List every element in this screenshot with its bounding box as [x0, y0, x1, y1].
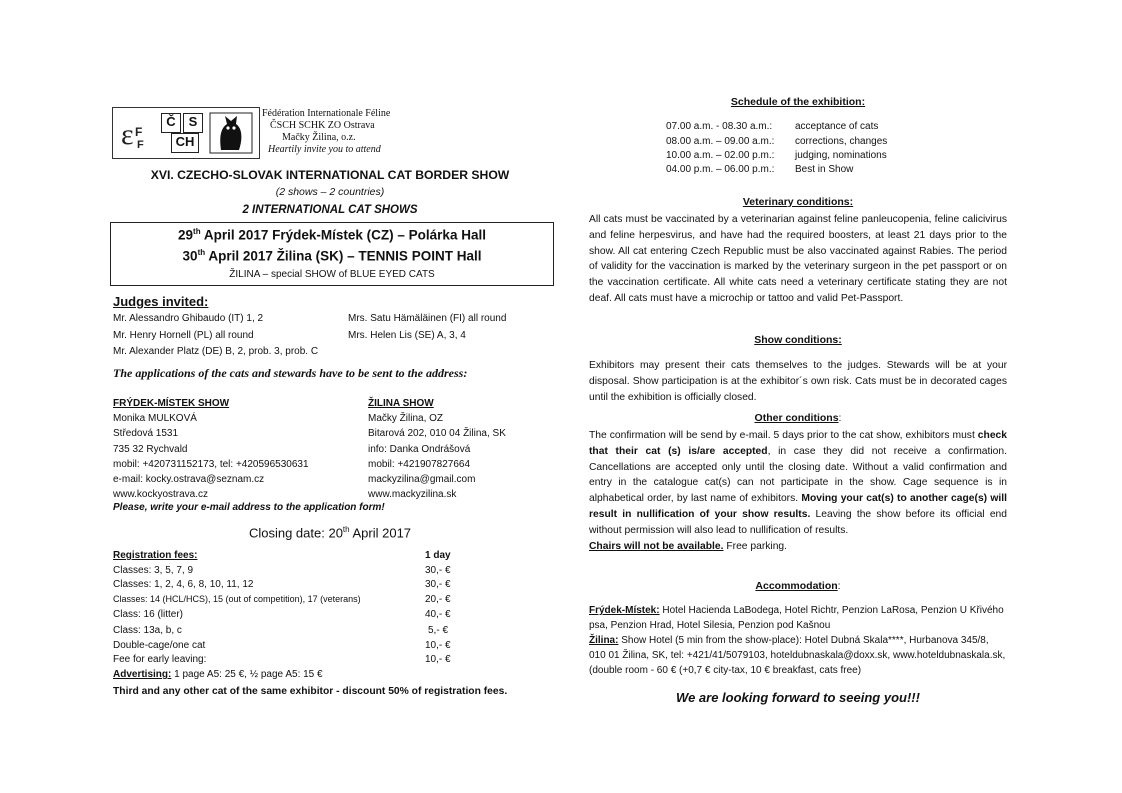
schedule-activity: judging, nominations	[795, 150, 887, 161]
other-text-1: The confirmation will be send by e-mail. 5 days prior to the cat show, exhibitors must	[589, 430, 978, 441]
advertising-line	[113, 669, 323, 680]
zilina-address	[368, 396, 506, 502]
accom-zilina-text: Show Hotel (5 min from the show-place): Hotel Dubná Skala****, Hurbanova 345/8, 010 01 Žilina, SK, tel: +421/41/5079103, hoteldubnaskala@doxx.sk, www.hoteldubnaskala.sk, (double room - 60 € (+0,7 € city-tax, 10 € breakfast, cats free)	[589, 635, 1006, 676]
judge-4: Mrs. Helen Lis (SE) A, 3, 4	[348, 330, 466, 341]
applications-note: The applications of the cats and stewards have to be sent to the address:	[113, 366, 468, 380]
schedule-activity: corrections, changes	[795, 136, 888, 147]
fee-value: 10,- €	[425, 640, 451, 651]
accom-text	[589, 603, 1007, 678]
zilina-line: mackyzilina@gmail.com	[368, 474, 476, 486]
fee-label: Class: 16 (litter)	[113, 609, 184, 620]
fees-heading: Registration fees:	[113, 550, 198, 561]
fee-label: Classes: 1, 2, 4, 6, 8, 10, 11, 12	[113, 579, 254, 590]
fee-label: Classes: 3, 5, 7, 9	[113, 565, 194, 576]
svg-text:ε: ε	[121, 118, 134, 150]
fee-value: 40,- €	[425, 609, 451, 620]
fee-label: Double-cage/one cat	[113, 640, 206, 651]
advertising-label: Advertising:	[113, 669, 172, 680]
fee-value: 30,- €	[425, 579, 451, 590]
special-show: ŽILINA – special SHOW of BLUE EYED CATS	[229, 269, 435, 280]
show-subtitle: (2 shows – 2 countries)	[275, 186, 385, 198]
other-bold-1: check that their cat (s) is/are accepted	[589, 430, 1007, 457]
other-text	[589, 428, 1007, 554]
org-lines	[262, 108, 390, 156]
logo-cell-ch: CH	[171, 133, 199, 153]
fee-value: 20,- €	[425, 594, 451, 605]
email-note: Please, write your e-mail address to the application form!	[113, 502, 385, 513]
accom-frydek-label: Frýdek-Místek:	[589, 605, 660, 616]
schedule-time: 04.00 p.m. – 06.00 p.m.:	[666, 164, 775, 175]
frydek-line: e-mail: kocky.ostrava@seznam.cz	[113, 474, 265, 486]
other-heading-text: Other conditions	[754, 412, 839, 424]
accom-frydek-text: Hotel Hacienda LaBodega, Hotel Richtr, Penzion LaRosa, Penzion U Křivého psa, Penzion Hrad, Hotel Silesia, Penzion pod Kašnou	[589, 605, 1004, 631]
closing-date: Closing date: 20th April 2017	[248, 525, 412, 541]
other-text-3: Leaving the show before its official end without permission will also lead to nullification of results.	[589, 508, 1007, 536]
chairs-note: Chairs will not be available.	[589, 540, 724, 552]
frydek-line: Monika MULKOVÁ	[113, 413, 197, 425]
other-bold-2: Moving your cat(s) to another cage(s) will result in nullification of your show results.	[589, 493, 1007, 520]
date-zilina: 30th April 2017 Žilina (SK) – TENNIS POINT Hall	[182, 248, 482, 264]
dates-box	[110, 222, 554, 286]
judge-5: Mr. Alexander Platz (DE) B, 2, prob. 3, prob. C	[113, 346, 319, 357]
svg-text:F: F	[135, 125, 143, 139]
advertising-text: 1 page A5: 25 €, ½ page A5: 15 €	[171, 669, 323, 680]
cat-icon	[209, 112, 253, 154]
show-heading: Show conditions:	[754, 334, 842, 346]
schedule-time: 08.00 a.m. – 09.00 a.m.:	[666, 136, 775, 147]
svg-text:F: F	[137, 139, 144, 150]
fee-label: Classes: 14 (HCL/HCS), 15 (out of competition), 17 (veterans)	[113, 594, 361, 604]
frydek-line: mobil: +420731152173, tel: +420596530631	[113, 458, 309, 470]
zilina-line: mobil: +421907827664	[368, 458, 471, 470]
fee-value: 30,- €	[425, 565, 451, 576]
fee-value: 10,- €	[425, 654, 451, 665]
invite-text: Heartily invite you to attend	[268, 144, 381, 155]
zilina-heading: ŽILINA SHOW	[368, 398, 434, 409]
judge-3: Mr. Henry Hornell (PL) all round	[113, 330, 254, 341]
logo	[112, 107, 260, 159]
accom-heading: Accommodation:	[755, 580, 841, 592]
judges-heading: Judges invited:	[113, 294, 209, 309]
show-subtitle-2: 2 INTERNATIONAL CAT SHOWS	[242, 204, 418, 216]
frydek-address	[113, 396, 309, 502]
zilina-line: www.mackyzilina.sk	[368, 489, 457, 501]
schedule-time: 07.00 a.m. - 08.30 a.m.:	[666, 121, 773, 132]
fees-col-header: 1 day	[425, 550, 451, 561]
frydek-line: Středová 1531	[113, 428, 179, 440]
schedule-activity: Best in Show	[795, 164, 854, 175]
zilina-line: Mačky Žilina, OZ	[368, 413, 444, 425]
fife-logo-icon	[119, 116, 155, 150]
schedule-time: 10.00 a.m. – 02.00 p.m.:	[666, 150, 775, 161]
fee-label: Fee for early leaving:	[113, 654, 207, 665]
other-text-2: , in case they did not receive a confirmation. Cancellations are accepted only until the closing date. Without a valid confirmation and entry in the catalogue cat(s) can not participate in the show. Cage sequence is in alphabetical order, by last name of exhibitors.	[589, 445, 1007, 505]
date-frydek: 29th April 2017 Frýdek-Místek (CZ) – Polárka Hall	[178, 227, 486, 243]
accom-heading-text: Accommodation	[755, 580, 838, 592]
org-macky: Mačky Žilina, o.z.	[282, 132, 356, 143]
schedule-heading: Schedule of the exhibition:	[730, 96, 866, 108]
zilina-line: Bitarová 202, 010 04 Žilina, SK	[368, 428, 506, 440]
frydek-line: www.kockyostrava.cz	[113, 489, 209, 501]
org-csch: ČSCH SCHK ZO Ostrava	[270, 120, 375, 131]
zilina-line: info: Danka Ondrášová	[368, 443, 471, 455]
fee-label: Class: 13a, b, c	[113, 625, 182, 636]
footer-note: We are looking forward to seeing you!!!	[676, 690, 920, 705]
fee-value: 5,- €	[428, 625, 449, 636]
frydek-heading: FRÝDEK-MÍSTEK SHOW	[113, 398, 230, 409]
vet-text: All cats must be vaccinated by a veterinarian against feline panleucopenia, feline calicivirus and feline herpesvirus, and have had the required boosters, at least 21 days prior to the show. All cat entering Czech Republic must be also vaccinated against Rabies. The period of validity for the vaccination is marked by the veterinary surgeon in the pet passport or on the vaccination certificate. All white cats need a veterinary certificate stating they are not deaf. All cats must have a microchip or tattoo and valid Pet-Passport.	[589, 214, 1007, 304]
discount-note: Third and any other cat of the same exhibitor - discount 50% of registration fees.	[113, 686, 508, 697]
frydek-line: 735 32 Rychvald	[113, 443, 188, 455]
schedule-activity: acceptance of cats	[795, 121, 879, 132]
show-title: XVI. CZECHO-SLOVAK INTERNATIONAL CAT BORDER SHOW	[150, 168, 510, 182]
logo-cell-s: S	[183, 113, 203, 133]
org-fife: Fédération Internationale Féline	[262, 108, 391, 119]
other-heading: Other conditions:	[754, 412, 842, 424]
show-text: Exhibitors may present their cats themselves to the judges. Stewards will be at your disposal. Show participation is at the exhibitor´s own risk. Cats must be in decorated cages until the exhibition is officially closed.	[589, 360, 1007, 403]
parking-note: Free parking.	[723, 540, 788, 552]
vet-heading: Veterinary conditions:	[742, 196, 854, 208]
judge-1: Mr. Alessandro Ghibaudo (IT) 1, 2	[113, 313, 264, 324]
accom-zilina-label: Žilina:	[589, 635, 619, 646]
logo-cell-c: Č	[161, 113, 181, 133]
judge-2: Mrs. Satu Hämäläinen (FI) all round	[348, 313, 507, 324]
